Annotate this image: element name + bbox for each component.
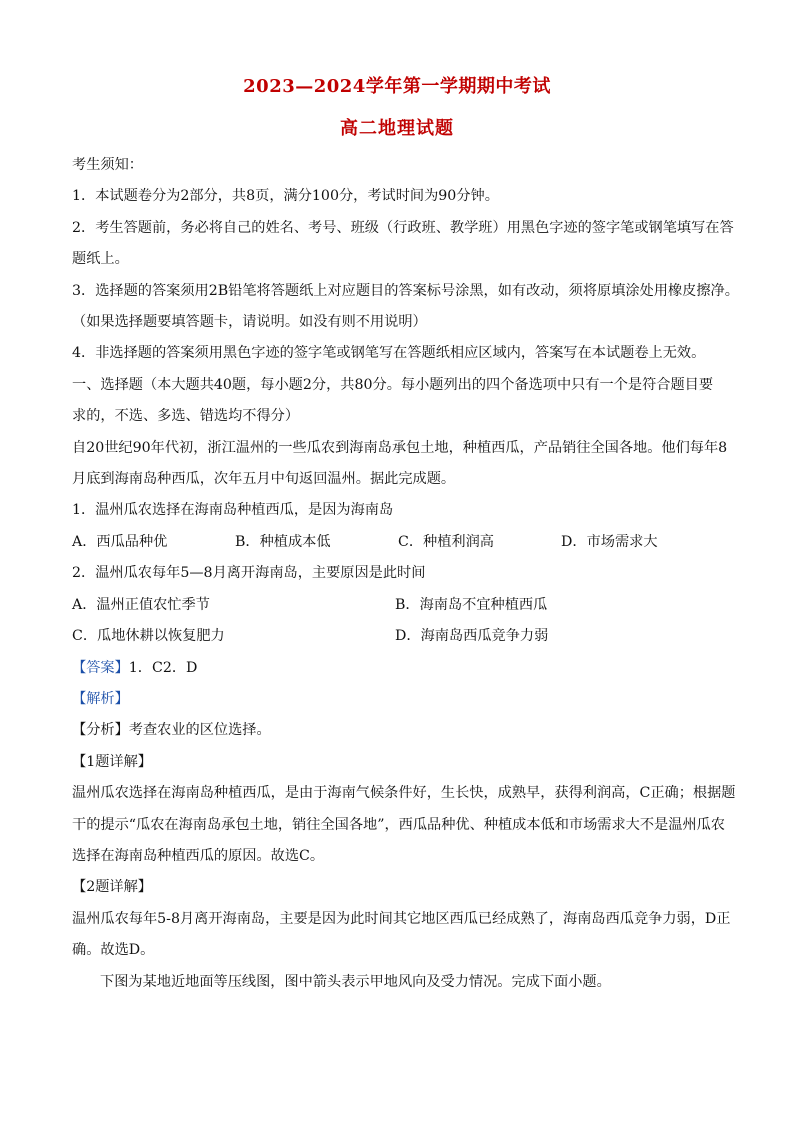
option-a: A．温州正值农忙季节 (72, 596, 210, 613)
notice-line: 2．考生答题前，务必将自己的姓名、考号、班级（行政班、教学班）用黑色字迹的签字笔或钢笔填写在答 (72, 219, 734, 236)
notice-line: 4．非选择题的答案须用黑色字迹的签字笔或钢笔写在答题纸相应区域内，答案写在本试题卷上无效。 (72, 345, 706, 362)
question-2-options-row2 (72, 621, 732, 652)
option-d: D．市场需求大 (561, 533, 658, 550)
option-c: C．瓜地休耕以恢复肥力 (72, 628, 225, 645)
next-question-intro: 下图为某地近地面等压线图，图中箭头表示甲地风向及受力情况。完成下面小题。 (100, 973, 611, 990)
question-1-stem: 1．温州瓜农选择在海南岛种植西瓜，是因为海南岛 (72, 502, 394, 519)
analysis-line (72, 715, 732, 746)
passage-line: 自20世纪90年代初，浙江温州的一些瓜农到海南岛承包土地，种植西瓜，产品销往全国各地。他们每年8 (72, 439, 728, 456)
detail-1-tag: 【1题详解】 (72, 753, 152, 770)
option-a: A．西瓜品种优 (72, 533, 168, 550)
section-heading: 求的，不选、多选、错选均不得分） (72, 408, 300, 425)
detail-2-line: 确。故选D。 (72, 942, 155, 959)
passage-line: 月底到海南岛种西瓜，次年五月中旬返回温州。据此完成题。 (72, 471, 456, 488)
question-1-options (72, 527, 732, 558)
notice-line: 题纸上。 (72, 251, 129, 268)
option-c: C．种植利润高 (398, 533, 494, 550)
option-b: B．种植成本低 (235, 533, 331, 550)
detail-1-line: 温州瓜农选择在海南岛种植西瓜，是由于海南气候条件好，生长快，成熟早，获得利润高，C正确；根据题 (72, 785, 736, 802)
detail-1-line: 干的提示“瓜农在海南岛承包土地，销往全国各地”，西瓜品种优、种植成本低和市场需求大不是温州瓜农 (72, 816, 725, 833)
option-d: D．海南岛西瓜竞争力弱 (395, 628, 549, 645)
answer-text: 1．C2．D (128, 659, 198, 676)
document-body (72, 150, 739, 998)
section-heading: 一、选择题（本大题共40题，每小题2分，共80分。每小题列出的四个备选项中只有一个是符合题目要 (72, 376, 714, 393)
detail-2-line: 温州瓜农每年5-8月离开海南岛，主要是因为此时间其它地区西瓜已经成熟了，海南岛西瓜竞争力弱，D正 (72, 910, 731, 927)
notice-line: （如果选择题要填答题卡，请说明。如没有则不用说明） (72, 314, 427, 331)
analysis-tag: 【解析】 (72, 690, 129, 707)
notice-line: 3．选择题的答案须用2B铅笔将答题纸上对应题目的答案标号涂黑，如有改动，须将原填涂处用橡皮擦净。 (72, 282, 739, 299)
detail-2-tag: 【2题详解】 (72, 879, 152, 896)
question-2-stem: 2．温州瓜农每年5—8月离开海南岛，主要原因是此时间 (72, 565, 426, 582)
fenxi-text: 考查农业的区位选择。 (128, 722, 271, 739)
exam-subtitle: 高二地理试题 (340, 118, 454, 139)
exam-title: 2023—2024学年第一学期期中考试 (243, 76, 551, 97)
answer-tag: 【答案】 (72, 659, 129, 676)
notice-line: 1．本试题卷分为2部分，共8页，满分100分，考试时间为90分钟。 (72, 188, 499, 205)
fenxi-tag: 【分析】 (72, 722, 129, 739)
option-b: B．海南岛不宜种植西瓜 (395, 596, 548, 613)
answer-line (72, 653, 732, 684)
notice-header: 考生须知： (72, 157, 143, 173)
detail-1-line: 选择在海南岛种植西瓜的原因。故选C。 (72, 847, 325, 864)
question-2-options-row1 (72, 590, 732, 621)
